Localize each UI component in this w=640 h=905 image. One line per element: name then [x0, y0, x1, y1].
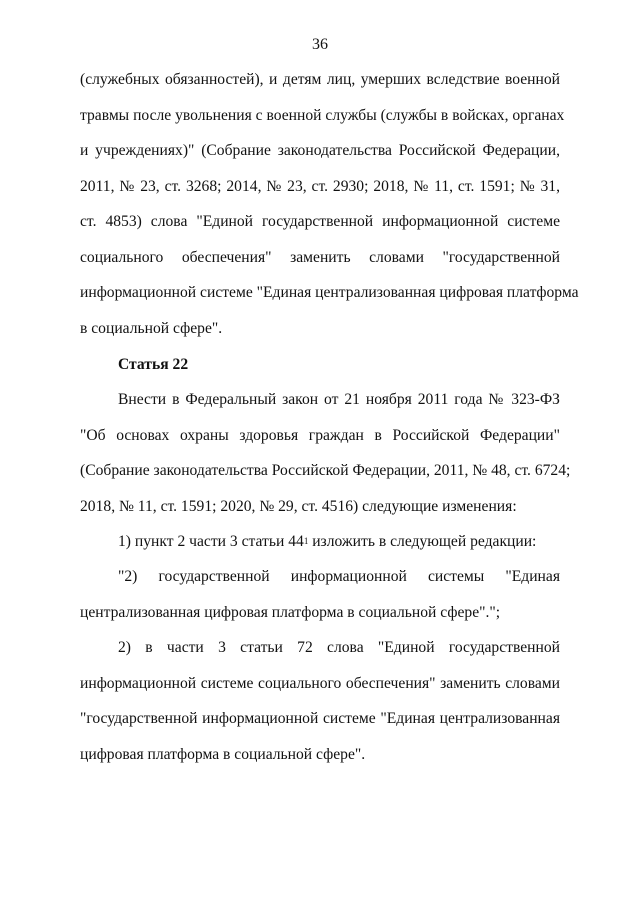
intro-line-3: (Собрание законодательства Российской Федерации, 2011, № 48, ст. 6724;: [80, 462, 571, 479]
item2-line-1: 2) в части 3 статьи 72 слова "Единой государственной: [118, 639, 560, 656]
intro-line-4: 2018, № 11, ст. 1591; 2020, № 29, ст. 4516) следующие изменения:: [80, 498, 517, 515]
page-number: 36: [312, 36, 328, 53]
article-heading: Статья 22: [118, 356, 189, 373]
paragraph1-line-4: 2011, № 23, ст. 3268; 2014, № 23, ст. 2930; 2018, № 11, ст. 1591; № 31,: [80, 178, 560, 195]
quote-line-1: "2) государственной информационной системы "Единая: [118, 568, 560, 585]
item1-suffix: изложить в следующей редакции:: [308, 533, 537, 550]
item2-line-3: "государственной информационной системе "Единая централизованная: [80, 710, 560, 727]
item1-prefix: 1) пункт 2 части 3 статьи 44: [118, 533, 304, 550]
paragraph1-line-2: травмы после увольнения с военной службы (службы в войсках, органах: [80, 107, 565, 124]
item1-superscript: 1: [303, 536, 309, 546]
paragraph1-line-7: информационной системе "Единая централизованная цифровая платформа: [80, 284, 579, 301]
paragraph1-line-1: (служебных обязанностей), и детям лиц, умерших вследствие военной: [80, 71, 560, 88]
intro-line-2: "Об основах охраны здоровья граждан в Российской Федерации": [80, 427, 560, 444]
paragraph1-line-5: ст. 4853) слова "Единой государственной информационной системе: [80, 213, 560, 230]
paragraph1-line-3: и учреждениях)" (Собрание законодательства Российской Федерации,: [80, 142, 560, 159]
quote-line-2: централизованная цифровая платформа в социальной сфере".";: [80, 604, 501, 621]
item2-line-2: информационной системе социального обеспечения" заменить словами: [80, 675, 560, 692]
paragraph1-line-8: в социальной сфере".: [80, 320, 223, 337]
intro-line-1: Внести в Федеральный закон от 21 ноября 2011 года № 323-ФЗ: [118, 391, 560, 408]
item1-line: [118, 532, 560, 552]
paragraph1-line-6: социального обеспечения" заменить словами "государственной: [80, 249, 560, 266]
item2-line-4: цифровая платформа в социальной сфере".: [80, 746, 366, 763]
